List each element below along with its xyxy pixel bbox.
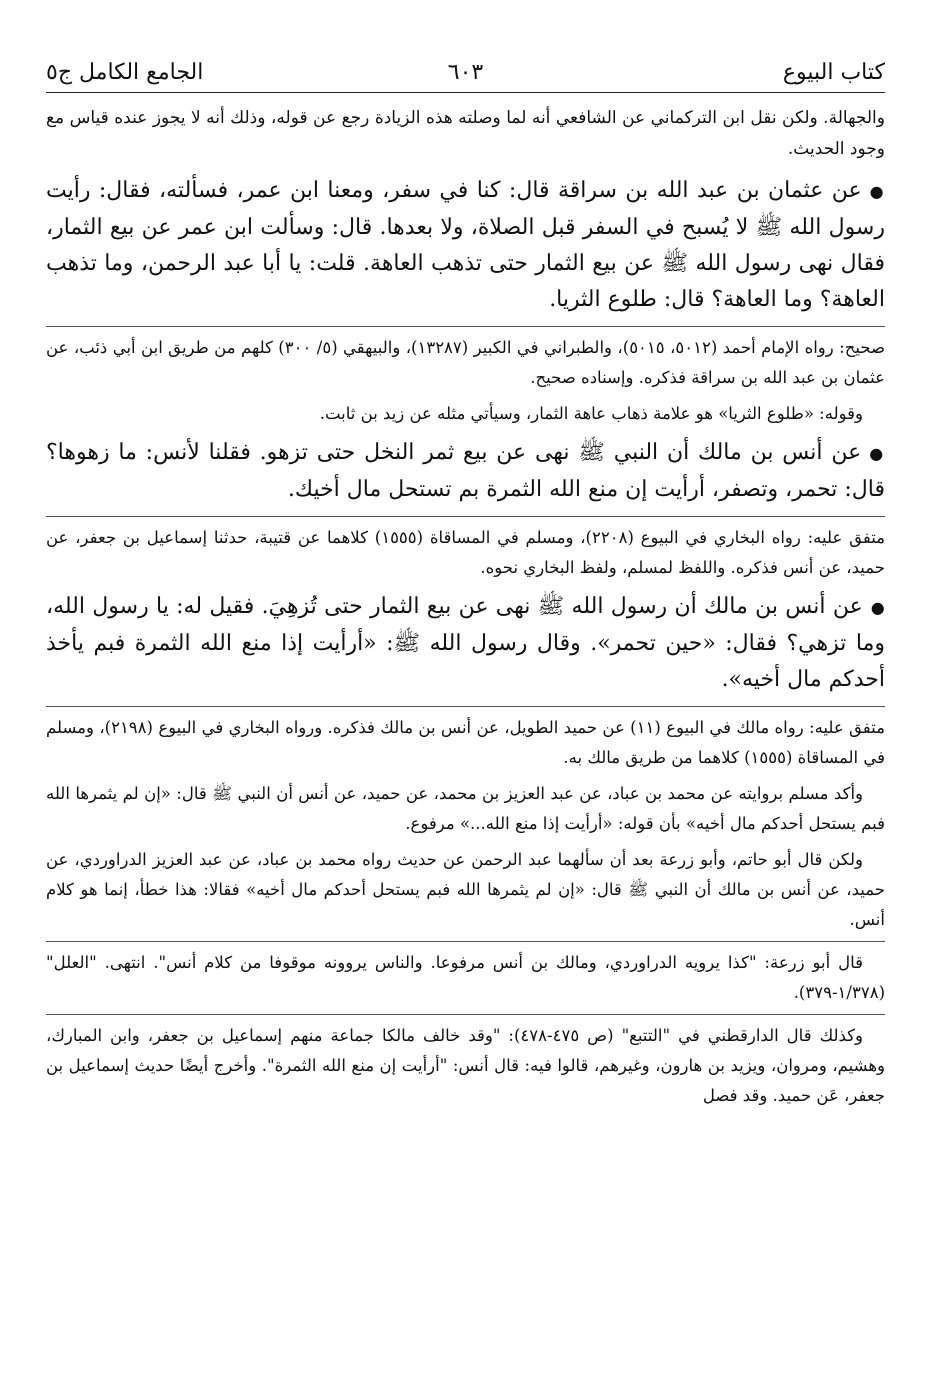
divider: [46, 706, 885, 707]
divider: [46, 326, 885, 327]
commentary-note: قال أبو زرعة: "كذا يرويه الدراوردي، ومالك بن أنس مرفوعا. والناس يروونه موقوفا من كلام أنس". انتهى. "العلل" (١/٣٧٨-٣٧٩).: [46, 953, 885, 1002]
bullet-icon: ●: [869, 444, 885, 463]
divider: [46, 1014, 885, 1015]
book-volume-title: الجامع الكامل ج٥: [46, 60, 204, 85]
hadith-body: عن أنس بن مالك أن رسول الله ﷺ نهى عن بيع الثمار حتى تُزهِيَ. فقيل له: يا رسول الله، وما تزهي؟ فقال: «حين تحمر». وقال رسول الله ﷺ: «أرأيت إذا منع الله الثمرة فبم يأخذ أحدكم مال أخيه».: [46, 594, 885, 692]
takhrij-note: صحيح: رواه الإمام أحمد (٥٠١٢، ٥٠١٥)، والطبراني في الكبير (١٣٢٨٧)، والبيهقي (٥/ ٣٠٠) كلهم من طريق ابن أبي ذئب، عن عثمان بن عبد الله بن سراقة فذكره. وإسناده صحيح.: [46, 338, 885, 387]
bullet-icon: ●: [870, 598, 885, 617]
hadith-body: عن عثمان بن عبد الله بن سراقة قال: كنا في سفر، ومعنا ابن عمر، فسألته، فقال: رأيت رسول الله ﷺ لا يُسبح في السفر قبل الصلاة، ولا بعدها. قال: وسألت ابن عمر عن بيع الثمار، فقال نهى رسول الله ﷺ عن بيع الثمار حتى تذهب العاهة. قلت: يا أبا عبد الرحمن، وما تذهب العاهة؟ وما العاهة؟ قال: طلوع الثريا.: [46, 178, 885, 312]
bullet-icon: ●: [869, 182, 885, 201]
divider: [46, 516, 885, 517]
commentary-note: وكذلك قال الدارقطني في "التتبع" (ص ٤٧٥-٤٧٨): "وقد خالف مالكا جماعة منهم إسماعيل بن جعفر، وابن المبارك، وهشيم، ومروان، ويزيد بن هارون، وغيرهم، قالوا فيه: قال أنس: "أرأيت إن منع الله الثمرة". وأخرج أيضًا حديث إسماعيل بن جعفر، عَن حميد. وقد فصل: [46, 1026, 885, 1105]
takhrij-note: متفق عليه: رواه البخاري في البيوع (٢٢٠٨)، ومسلم في المساقاة (١٥٥٥) كلاهما عن قتيبة، حدثنا إسماعيل بن جعفر، عن حميد، عن أنس فذكره. واللفظ لمسلم، ولفظ البخاري نحوه.: [46, 528, 886, 577]
commentary-note: وقوله: «طلوع الثريا» هو علامة ذهاب عاهة الثمار، وسيأتي مثله عن زيد بن ثابت.: [319, 404, 863, 423]
book-section-title: كتاب البيوع: [782, 60, 885, 85]
continued-paragraph: والجهالة. ولكن نقل ابن التركماني عن الشافعي أنه لما وصلته هذه الزيادة رجع عن قوله، وذلك أنه لا يجوز عنده قياس مع وجود الحديث.: [46, 108, 885, 159]
running-header: [46, 52, 885, 93]
hadith-text: [46, 435, 885, 508]
hadith-text: [46, 589, 885, 698]
divider: [46, 941, 885, 942]
hadith-text: [46, 173, 885, 318]
commentary-note: وأكد مسلم بروايته عن محمد بن عباد، عن عبد العزيز بن محمد، عن حميد، عن أنس أن النبي ﷺ قال: «إن لم يثمرها الله فبم يستحل أحدكم مال أخيه» بأن قوله: «أرأيت إذا منع الله...» مرفوع.: [46, 784, 885, 833]
commentary-note: ولكن قال أبو حاتم، وأبو زرعة بعد أن سألهما عبد الرحمن عن حديث رواه محمد بن عباد، عن عبد العزيز الدراوردي، عن حميد، عن أنس بن مالك أن النبي ﷺ قال: «إن لم يثمرها الله فبم يستحل أحدكم مال أخيه» فقالا: هذا خطأ، إنما هو كلام أنس.: [46, 850, 885, 929]
page-number: ٦٠٣: [447, 60, 484, 85]
hadith-body: عن أنس بن مالك أن النبي ﷺ نهى عن بيع ثمر النخل حتى تزهو. فقلنا لأنس: ما زهوها؟ قال: تحمر، وتصفر، أرأيت إن منع الله الثمرة بم تستحل مال أخيك.: [46, 440, 885, 502]
takhrij-note: متفق عليه: رواه مالك في البيوع (١١) عن حميد الطويل، عن أنس بن مالك فذكره. ورواه البخاري في البيوع (٢١٩٨)، ومسلم في المساقاة (١٥٥٥) كلاهما من طريق مالك به.: [46, 718, 885, 767]
page-body: [46, 103, 885, 1111]
